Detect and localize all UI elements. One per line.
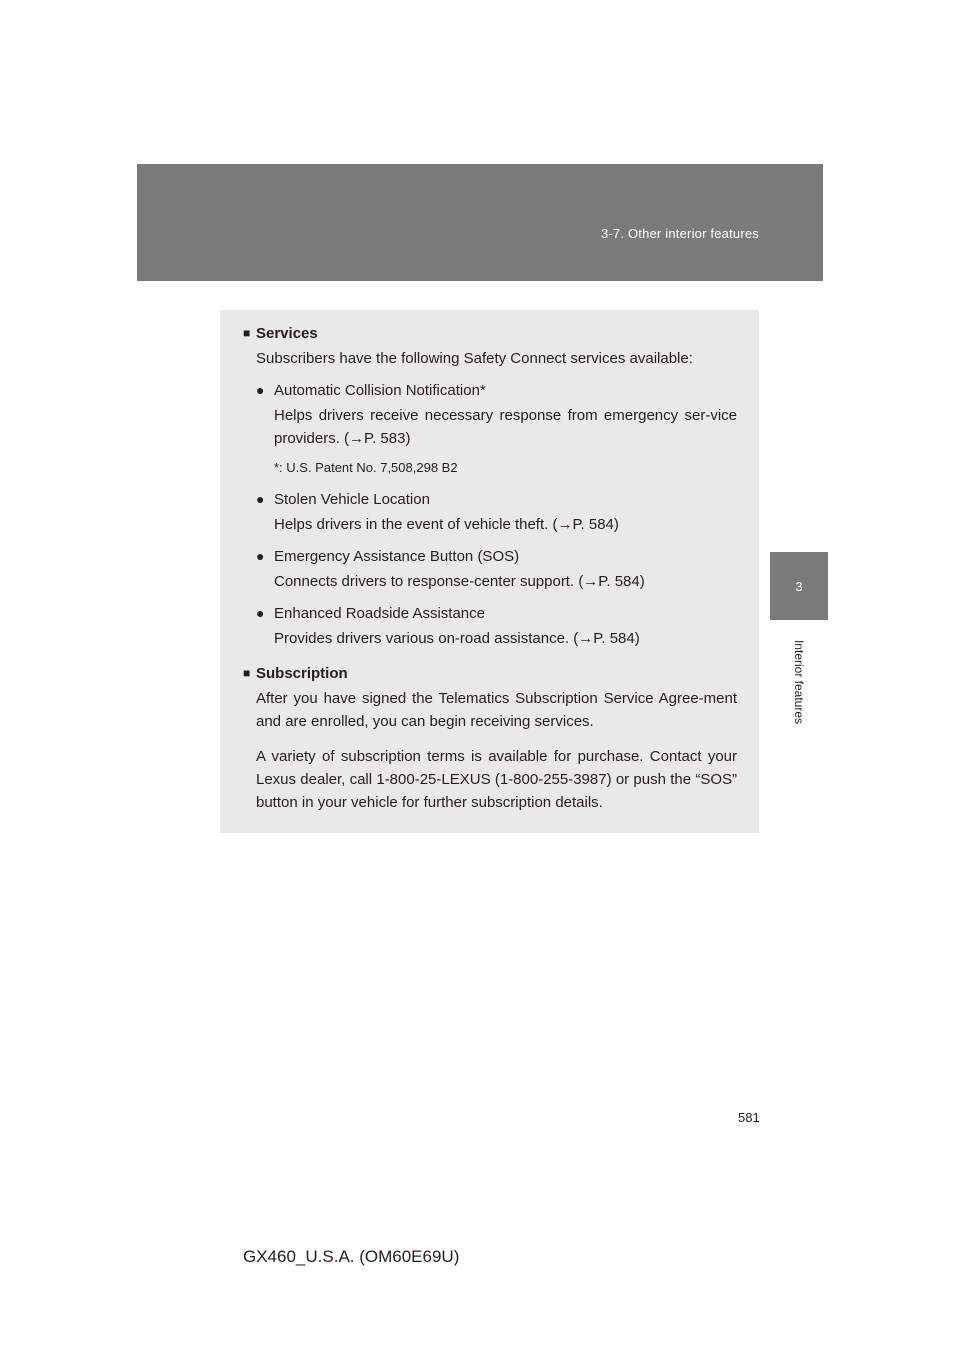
subscription-title: Subscription — [256, 665, 348, 682]
service-name: Enhanced Roadside Assistance — [274, 605, 485, 622]
service-name: Emergency Assistance Button (SOS) — [274, 548, 520, 565]
chapter-tab — [770, 552, 828, 620]
services-intro: Subscribers have the following Safety Connect services available: — [256, 350, 693, 367]
square-bullet-icon: ■ — [243, 326, 251, 340]
info-box — [220, 310, 759, 833]
list-item — [256, 488, 737, 536]
subscription-heading — [243, 662, 737, 685]
services-title: Services — [256, 325, 318, 342]
service-name: Stolen Vehicle Location — [274, 491, 430, 508]
chapter-label: Interior features — [792, 639, 807, 725]
list-item — [256, 379, 737, 450]
bullet-icon: ● — [256, 382, 265, 398]
patent-note: *: U.S. Patent No. 7,508,298 B2 — [274, 460, 458, 475]
chapter-number: 3 — [795, 578, 803, 594]
bullet-icon: ● — [256, 548, 265, 564]
subscription-paragraph: After you have signed the Telematics Subscription Service Agree-ment and are enrolled, you can begin receiving services. — [256, 690, 737, 730]
header-band — [137, 164, 823, 281]
chapter-side-label — [786, 632, 812, 732]
service-description: Provides drivers various on-road assistance. (→P. 584) — [274, 630, 640, 647]
section-title: 3-7. Other interior features — [600, 226, 759, 241]
page-number: 581 — [738, 1110, 760, 1125]
bullet-icon: ● — [256, 605, 265, 621]
list-item — [256, 545, 737, 593]
list-item — [256, 602, 737, 650]
square-bullet-icon: ■ — [243, 666, 251, 680]
services-heading — [243, 322, 737, 345]
service-description: Helps drivers receive necessary response from emergency ser-vice providers. (→P. 583) — [274, 407, 737, 447]
service-name: Automatic Collision Notification* — [274, 382, 486, 399]
service-description: Connects drivers to response-center support. (→P. 584) — [274, 573, 645, 590]
subscription-paragraph: A variety of subscription terms is available for purchase. Contact your Lexus dealer, call 1-800-25-LEXUS (1-800-255-3987) or push the “SOS” button in your vehicle for further subscription details. — [256, 748, 737, 811]
document-code: GX460_U.S.A. (OM60E69U) — [243, 1247, 460, 1266]
service-description: Helps drivers in the event of vehicle theft. (→P. 584) — [274, 516, 619, 533]
bullet-icon: ● — [256, 491, 265, 507]
